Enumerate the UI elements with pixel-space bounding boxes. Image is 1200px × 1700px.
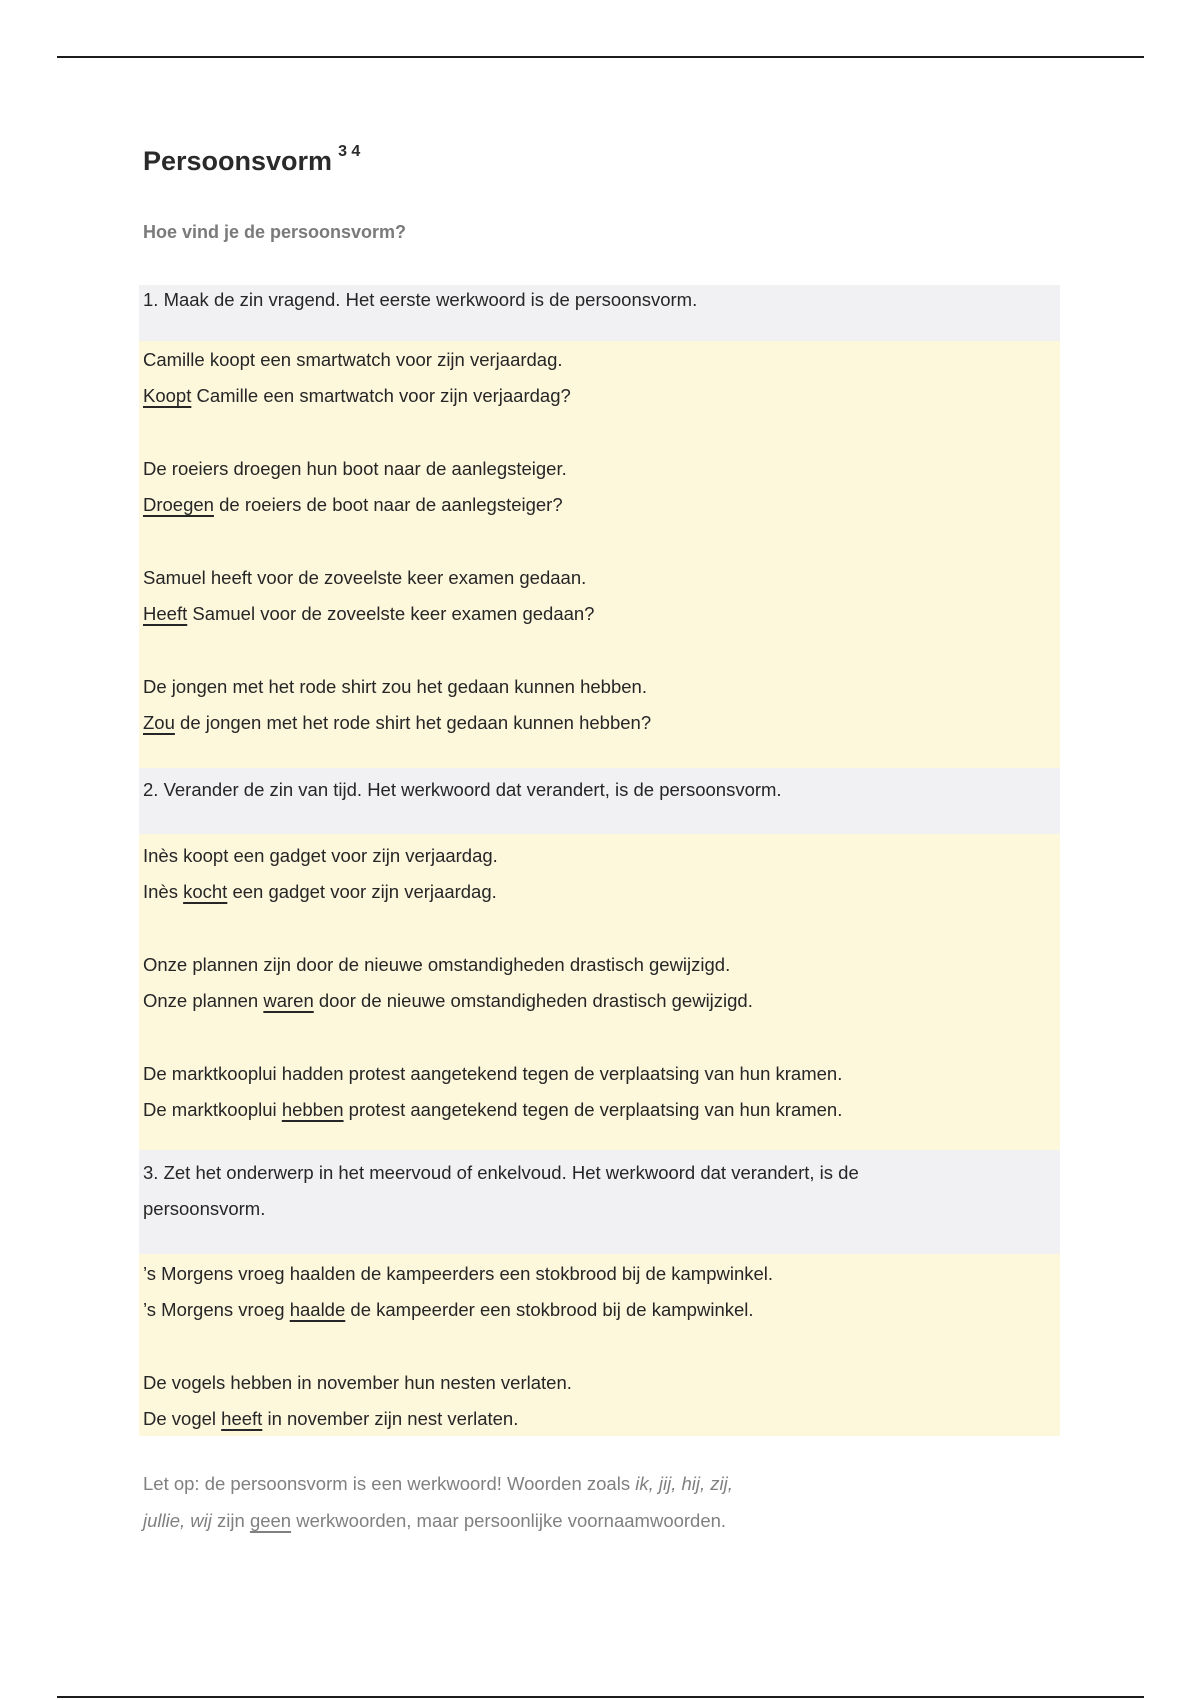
bottom-rule [57, 1696, 1144, 1698]
step-2-instruction: 2. Verander de zin van tijd. Het werkwoord dat verandert, is de persoonsvorm. [143, 779, 782, 800]
persoonsvorm-underlined: haalde [289, 1299, 346, 1320]
step-3-examples [139, 1254, 1060, 1436]
example-original: ’s Morgens vroeg haalden de kampeerders een stokbrood bij de kampwinkel. [143, 1263, 774, 1284]
subtitle: Hoe vind je de persoonsvorm? [143, 222, 407, 242]
top-rule [57, 56, 1144, 58]
persoonsvorm-underlined: Koopt [143, 385, 192, 406]
step-3-instruction-cont: persoonsvorm. [143, 1198, 266, 1219]
note-line-1: Let op: de persoonsvorm is een werkwoord! Woorden zoals ik, jij, hij, zij, [143, 1473, 733, 1494]
example-transformed: Inès kocht een gadget voor zijn verjaardag. [143, 881, 497, 902]
example-original: De vogels hebben in november hun nesten verlaten. [143, 1372, 572, 1393]
note-line-2: jullie, wij zijn geen werkwoorden, maar persoonlijke voornaamwoorden. [143, 1510, 727, 1531]
persoonsvorm-underlined: Droegen [143, 494, 214, 515]
step-2-examples [139, 834, 1060, 1150]
step-1-instruction-box [139, 285, 1060, 341]
example-transformed: Zou de jongen met het rode shirt het gedaan kunnen hebben? [143, 712, 652, 733]
page-title: Persoonsvorm $^{3 4}$ [143, 143, 361, 176]
persoonsvorm-underlined: hebben [281, 1099, 344, 1120]
example-transformed: ’s Morgens vroeg haalde de kampeerder een stokbrood bij de kampwinkel. [143, 1299, 754, 1320]
persoonsvorm-underlined: kocht [183, 881, 228, 902]
example-original: Onze plannen zijn door de nieuwe omstandigheden drastisch gewijzigd. [143, 954, 731, 975]
step-3-instruction: 3. Zet het onderwerp in het meervoud of enkelvoud. Het werkwoord dat verandert, is de [143, 1162, 859, 1183]
step-3-instruction-box [139, 1150, 1060, 1254]
persoonsvorm-underlined: heeft [221, 1408, 263, 1429]
title-superscript: 3 4 [338, 143, 361, 160]
example-original: Inès koopt een gadget voor zijn verjaardag. [143, 845, 498, 866]
example-transformed: De vogel heeft in november zijn nest verlaten. [143, 1408, 519, 1429]
example-original: De roeiers droegen hun boot naar de aanlegsteiger. [143, 458, 567, 479]
example-original: Samuel heeft voor de zoveelste keer examen gedaan. [143, 567, 587, 588]
step-1-examples [139, 341, 1060, 768]
example-transformed: De marktkooplui hebben protest aangetekend tegen de verplaatsing van hun kramen. [143, 1099, 843, 1120]
step-2-instruction-box [139, 768, 1060, 834]
example-transformed: Droegen de roeiers de boot naar de aanlegsteiger? [143, 494, 563, 515]
example-transformed: Heeft Samuel voor de zoveelste keer examen gedaan? [143, 603, 595, 624]
note-underlined-word: geen [249, 1510, 292, 1531]
example-transformed: Onze plannen waren door de nieuwe omstandigheden drastisch gewijzigd. [143, 990, 753, 1011]
example-transformed: Koopt Camille een smartwatch voor zijn verjaardag? [143, 385, 571, 406]
step-1-instruction: 1. Maak de zin vragend. Het eerste werkwoord is de persoonsvorm. [143, 289, 698, 310]
persoonsvorm-underlined: Heeft [143, 603, 188, 624]
example-original: De marktkooplui hadden protest aangetekend tegen de verplaatsing van hun kramen. [143, 1063, 843, 1084]
persoonsvorm-underlined: Zou [143, 712, 175, 733]
persoonsvorm-underlined: waren [263, 990, 314, 1011]
example-original: Camille koopt een smartwatch voor zijn verjaardag. [143, 349, 563, 370]
example-original: De jongen met het rode shirt zou het gedaan kunnen hebben. [143, 676, 647, 697]
